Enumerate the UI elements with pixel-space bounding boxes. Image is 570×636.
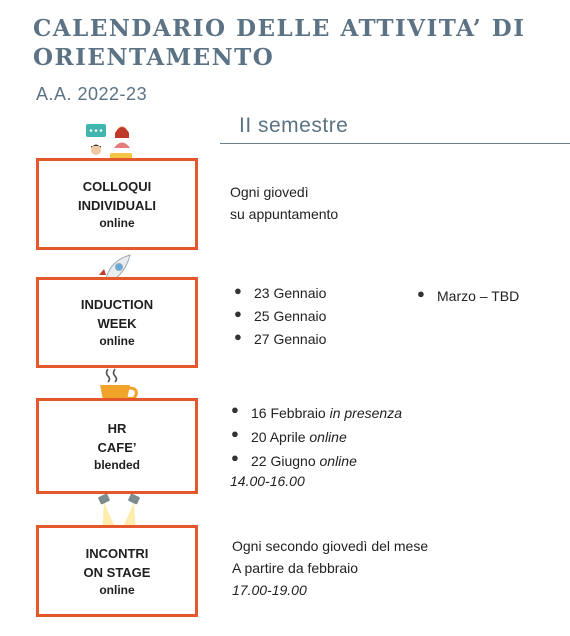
title-line-2: ORIENTAMENTO bbox=[33, 44, 275, 71]
activity-box-incontri bbox=[36, 525, 198, 617]
bullet-icon: ● bbox=[234, 329, 242, 344]
bullet-icon: ● bbox=[234, 283, 242, 298]
incontri-time: 17.00-19.00 bbox=[232, 582, 307, 598]
induction-date: 27 Gennaio bbox=[254, 331, 327, 347]
colloqui-desc-line1: Ogni giovedì bbox=[230, 184, 309, 200]
activity-name-line1: INCONTRI bbox=[85, 545, 149, 561]
activity-box-hr-cafe bbox=[36, 398, 198, 494]
activity-mode: online bbox=[99, 582, 135, 597]
bullet-icon: ● bbox=[417, 286, 425, 301]
activity-name-line1: INDUCTION bbox=[80, 297, 154, 312]
semester-divider bbox=[220, 143, 570, 144]
bullet-icon: ● bbox=[234, 306, 242, 321]
list-item bbox=[233, 305, 326, 328]
activity-name-line2: CAFE’ bbox=[97, 439, 137, 455]
list-item bbox=[230, 401, 402, 425]
colloqui-desc-line2: su appuntamento bbox=[230, 206, 339, 222]
bullet-icon: ● bbox=[231, 426, 239, 441]
semester-heading: II semestre bbox=[239, 114, 349, 137]
hr-cafe-session-list bbox=[230, 401, 402, 473]
activity-name-line1: COLLOQUI bbox=[82, 178, 152, 194]
session-note: online bbox=[319, 453, 357, 469]
list-item bbox=[416, 285, 519, 308]
bullet-icon: ● bbox=[231, 450, 239, 465]
colloqui-description bbox=[230, 181, 338, 225]
list-item bbox=[230, 425, 402, 449]
activity-name-line1: HR bbox=[107, 420, 127, 436]
induction-extra-date: Marzo – TBD bbox=[437, 288, 520, 304]
list-item bbox=[233, 282, 326, 305]
activity-name-line2: WEEK bbox=[97, 316, 137, 331]
session-date: 20 Aprile bbox=[251, 429, 306, 445]
incontri-description bbox=[232, 535, 428, 601]
activity-mode: blended bbox=[93, 457, 140, 472]
activity-mode: online bbox=[99, 334, 135, 348]
activity-name-line2: INDIVIDUALI bbox=[78, 197, 156, 213]
session-date: 22 Giugno bbox=[251, 453, 316, 469]
incontri-desc-line1: Ogni secondo giovedì del mese bbox=[232, 538, 429, 554]
session-note: in presenza bbox=[329, 405, 402, 421]
incontri-desc-line2: A partire da febbraio bbox=[232, 560, 359, 576]
activity-box-colloqui bbox=[36, 158, 198, 250]
activity-box-induction bbox=[36, 277, 198, 368]
list-item bbox=[233, 328, 326, 351]
bullet-icon: ● bbox=[231, 402, 239, 417]
session-date: 16 Febbraio bbox=[251, 405, 326, 421]
hr-cafe-time: 14.00-16.00 bbox=[230, 473, 305, 489]
title-line-1: CALENDARIO DELLE ATTIVITA’ DI bbox=[33, 15, 526, 42]
academic-year: A.A. 2022-23 bbox=[36, 84, 148, 104]
induction-date: 23 Gennaio bbox=[254, 285, 327, 301]
page-title bbox=[33, 14, 553, 72]
induction-extra-list bbox=[416, 285, 519, 308]
session-note: online bbox=[309, 429, 347, 445]
activity-name-line2: ON STAGE bbox=[83, 564, 151, 580]
induction-date-list bbox=[233, 282, 326, 351]
activity-mode: online bbox=[99, 215, 135, 230]
induction-date: 25 Gennaio bbox=[254, 308, 327, 324]
